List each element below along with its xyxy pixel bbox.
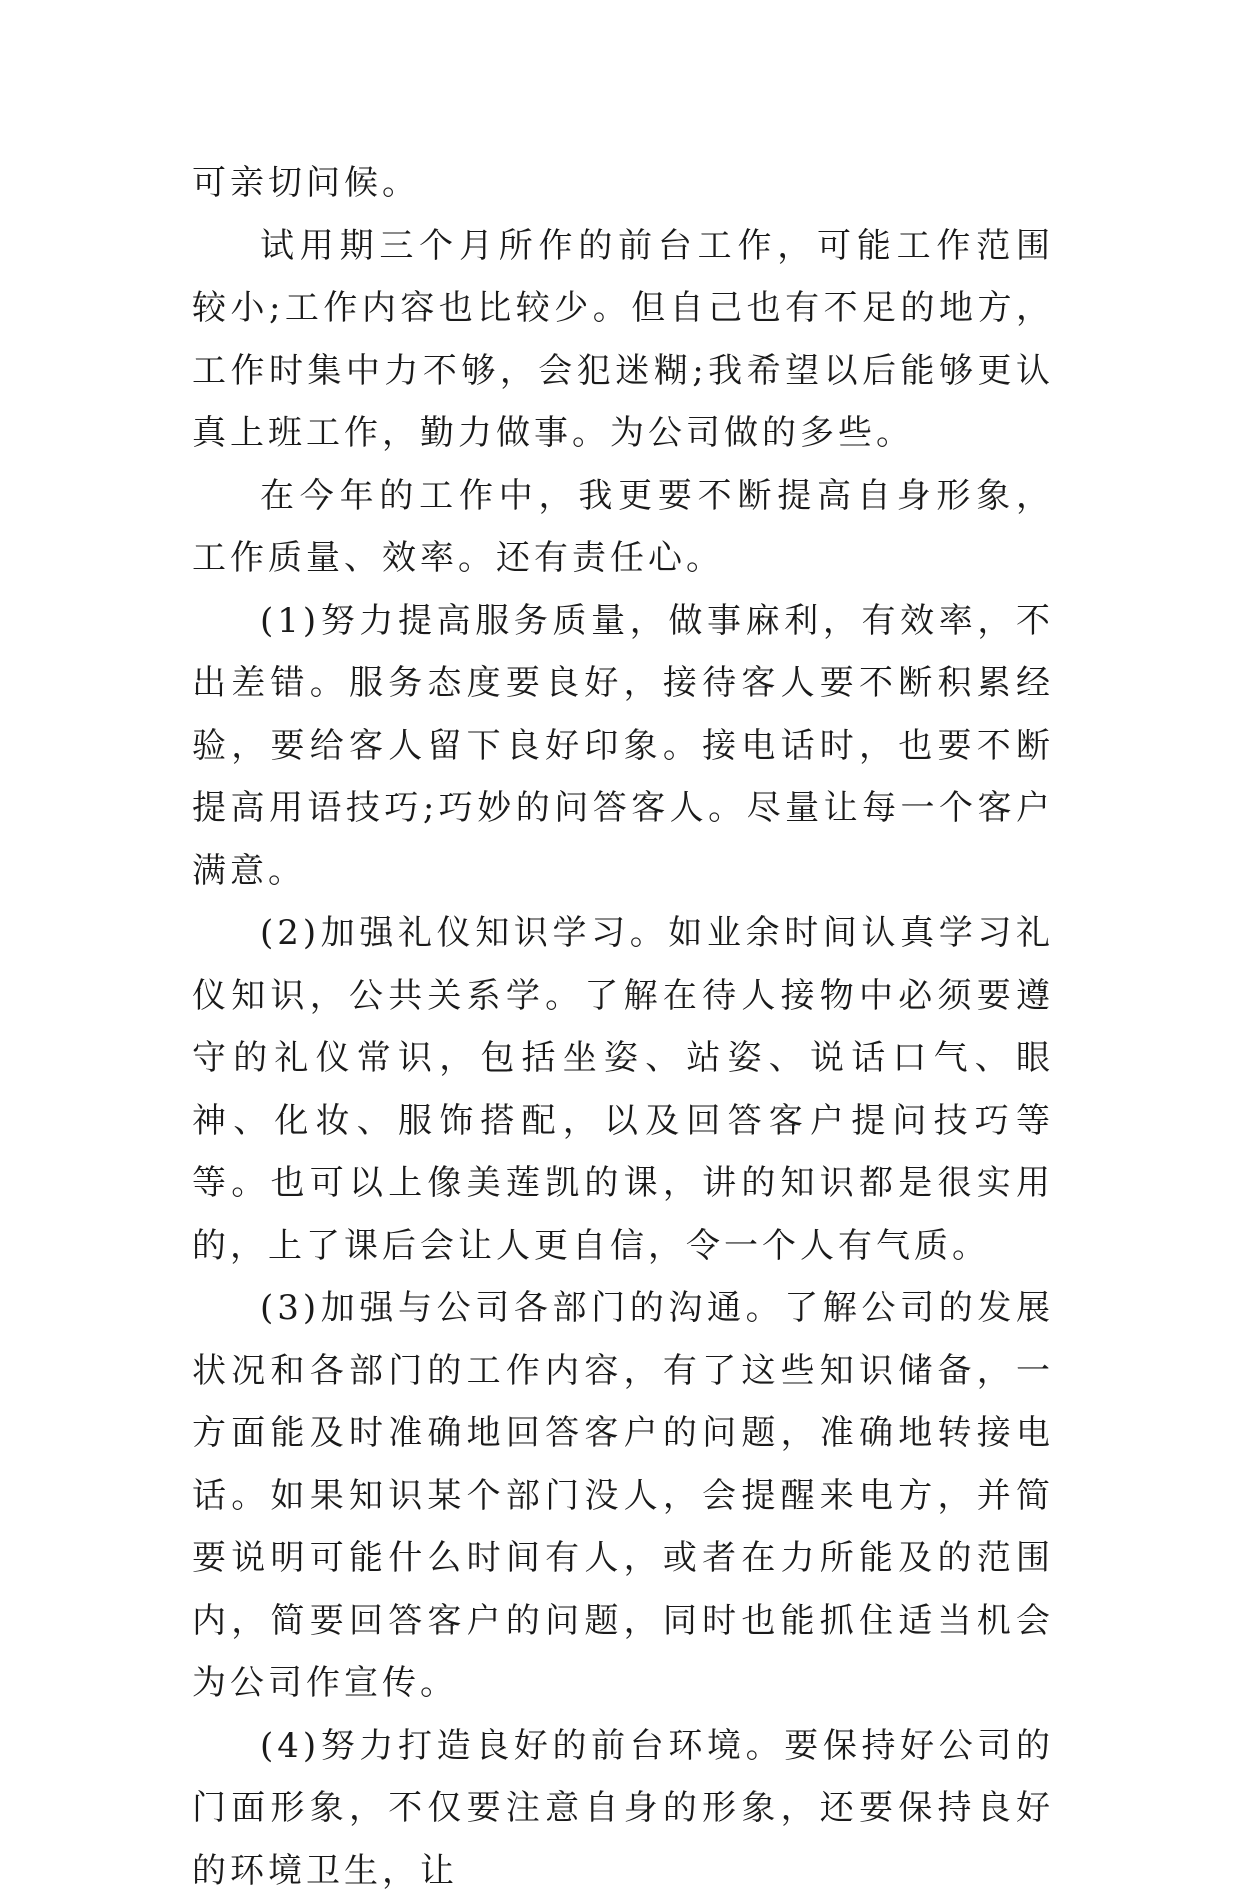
document-body [192,152,1054,1902]
paragraph-item-4-front-desk-environment: (4)努力打造良好的前台环境。要保持好公司的门面形象，不仅要注意自身的形象，还要保持良好的环境卫生，让 [192,1715,1054,1902]
paragraph-probation-summary: 试用期三个月所作的前台工作，可能工作范围较小;工作内容也比较少。但自己也有不足的地方，工作时集中力不够，会犯迷糊;我希望以后能够更认真上班工作，勤力做事。为公司做的多些。 [192,215,1054,465]
paragraph-item-1-service-quality: (1)努力提高服务质量，做事麻利，有效率，不出差错。服务态度要良好，接待客人要不断积累经验，要给客人留下良好印象。接电话时，也要不断提高用语技巧;巧妙的问答客人。尽量让每一个客户满意。 [192,590,1054,903]
paragraph-this-year-goals: 在今年的工作中，我更要不断提高自身形象，工作质量、效率。还有责任心。 [192,465,1054,590]
paragraph-item-3-communication: (3)加强与公司各部门的沟通。了解公司的发展状况和各部门的工作内容，有了这些知识储备，一方面能及时准确地回答客户的问题，准确地转接电话。如果知识某个部门没人，会提醒来电方，并简要说明可能什么时间有人，或者在力所能及的范围内，简要回答客户的问题，同时也能抓住适当机会为公司作宣传。 [192,1277,1054,1715]
paragraph-continuation: 可亲切问候。 [192,152,1054,215]
paragraph-item-2-etiquette: (2)加强礼仪知识学习。如业余时间认真学习礼仪知识，公共关系学。了解在待人接物中必须要遵守的礼仪常识，包括坐姿、站姿、说话口气、眼神、化妆、服饰搭配，以及回答客户提问技巧等等。也可以上像美莲凯的课，讲的知识都是很实用的，上了课后会让人更自信，令一个人有气质。 [192,902,1054,1277]
